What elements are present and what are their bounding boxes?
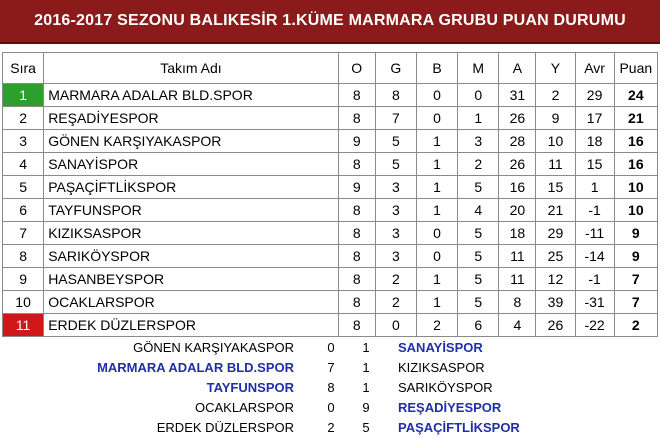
away-score: 1 bbox=[362, 340, 370, 355]
team-cell: SANAYİSPOR bbox=[44, 153, 339, 176]
lost-cell: 3 bbox=[458, 130, 499, 153]
home-team: MARMARA ADALAR BLD.SPOR bbox=[97, 360, 294, 375]
team-cell: TAYFUNSPOR bbox=[44, 199, 339, 222]
goal-diff-cell: 17 bbox=[575, 107, 614, 130]
goals-against-cell: 26 bbox=[536, 314, 575, 337]
home-team: OCAKLARSPOR bbox=[195, 400, 294, 415]
lost-cell: 0 bbox=[458, 84, 499, 107]
away-score: 1 bbox=[362, 380, 370, 395]
table-row bbox=[3, 268, 658, 291]
goal-diff-cell: -22 bbox=[575, 314, 614, 337]
rank-cell: 5 bbox=[3, 176, 44, 199]
header-row bbox=[3, 53, 658, 84]
team-cell: MARMARA ADALAR BLD.SPOR bbox=[44, 84, 339, 107]
lost-cell: 5 bbox=[458, 245, 499, 268]
rank-cell: 3 bbox=[3, 130, 44, 153]
result-row bbox=[0, 398, 660, 418]
drawn-cell: 0 bbox=[416, 84, 457, 107]
points-cell: 7 bbox=[614, 291, 657, 314]
away-team: PAŞAÇİFTLİKSPOR bbox=[398, 420, 520, 435]
points-cell: 10 bbox=[614, 176, 657, 199]
home-score: 8 bbox=[327, 380, 335, 395]
won-cell: 7 bbox=[375, 107, 416, 130]
team-cell: SARIKÖYSPOR bbox=[44, 245, 339, 268]
won-cell: 5 bbox=[375, 130, 416, 153]
won-cell: 3 bbox=[375, 199, 416, 222]
goals-against-cell: 9 bbox=[536, 107, 575, 130]
points-cell: 24 bbox=[614, 84, 657, 107]
lost-cell: 2 bbox=[458, 153, 499, 176]
rank-cell: 9 bbox=[3, 268, 44, 291]
header-points: Puan bbox=[614, 53, 657, 84]
table-row bbox=[3, 153, 658, 176]
rank-cell: 7 bbox=[3, 222, 44, 245]
rank-cell: 4 bbox=[3, 153, 44, 176]
goals-for-cell: 26 bbox=[499, 107, 536, 130]
page-title: 2016-2017 SEZONU BALIKESİR 1.KÜME MARMARA GRUBU PUAN DURUMU bbox=[34, 12, 626, 29]
home-score: 7 bbox=[327, 360, 335, 375]
header-drawn: B bbox=[416, 53, 457, 84]
goals-against-cell: 25 bbox=[536, 245, 575, 268]
drawn-cell: 0 bbox=[416, 107, 457, 130]
home-score: 2 bbox=[327, 420, 335, 435]
won-cell: 2 bbox=[375, 268, 416, 291]
header-goals-for: A bbox=[499, 53, 536, 84]
goal-diff-cell: -31 bbox=[575, 291, 614, 314]
goals-against-cell: 10 bbox=[536, 130, 575, 153]
table-row bbox=[3, 84, 658, 107]
team-cell: HASANBEYSPOR bbox=[44, 268, 339, 291]
rank-cell: 11 bbox=[3, 314, 44, 337]
goal-diff-cell: -14 bbox=[575, 245, 614, 268]
away-team: KIZIKSASPOR bbox=[398, 360, 485, 375]
played-cell: 8 bbox=[338, 199, 375, 222]
lost-cell: 5 bbox=[458, 176, 499, 199]
lost-cell: 4 bbox=[458, 199, 499, 222]
goals-for-cell: 18 bbox=[499, 222, 536, 245]
goals-for-cell: 28 bbox=[499, 130, 536, 153]
result-row bbox=[0, 358, 660, 378]
goals-against-cell: 29 bbox=[536, 222, 575, 245]
drawn-cell: 1 bbox=[416, 176, 457, 199]
drawn-cell: 1 bbox=[416, 153, 457, 176]
drawn-cell: 1 bbox=[416, 291, 457, 314]
result-row bbox=[0, 378, 660, 398]
played-cell: 9 bbox=[338, 130, 375, 153]
won-cell: 3 bbox=[375, 245, 416, 268]
drawn-cell: 1 bbox=[416, 268, 457, 291]
goal-diff-cell: 1 bbox=[575, 176, 614, 199]
goals-for-cell: 16 bbox=[499, 176, 536, 199]
table-row bbox=[3, 314, 658, 337]
team-cell: OCAKLARSPOR bbox=[44, 291, 339, 314]
played-cell: 8 bbox=[338, 107, 375, 130]
home-team: GÖNEN KARŞIYAKASPOR bbox=[133, 340, 294, 355]
played-cell: 8 bbox=[338, 222, 375, 245]
drawn-cell: 1 bbox=[416, 199, 457, 222]
points-cell: 2 bbox=[614, 314, 657, 337]
away-score: 5 bbox=[362, 420, 370, 435]
goal-diff-cell: -1 bbox=[575, 268, 614, 291]
home-score: 0 bbox=[327, 340, 335, 355]
points-cell: 16 bbox=[614, 130, 657, 153]
away-team: SANAYİSPOR bbox=[398, 340, 483, 355]
played-cell: 9 bbox=[338, 176, 375, 199]
lost-cell: 6 bbox=[458, 314, 499, 337]
header-goal-diff: Avr bbox=[575, 53, 614, 84]
header-won: G bbox=[375, 53, 416, 84]
team-cell: KIZIKSASPOR bbox=[44, 222, 339, 245]
played-cell: 8 bbox=[338, 84, 375, 107]
points-cell: 21 bbox=[614, 107, 657, 130]
result-row bbox=[0, 418, 660, 438]
lost-cell: 1 bbox=[458, 107, 499, 130]
table-row bbox=[3, 176, 658, 199]
played-cell: 8 bbox=[338, 314, 375, 337]
rank-cell: 8 bbox=[3, 245, 44, 268]
played-cell: 8 bbox=[338, 245, 375, 268]
home-team: ERDEK DÜZLERSPOR bbox=[156, 420, 294, 435]
drawn-cell: 2 bbox=[416, 314, 457, 337]
table-row bbox=[3, 222, 658, 245]
lost-cell: 5 bbox=[458, 222, 499, 245]
team-cell: REŞADİYESPOR bbox=[44, 107, 339, 130]
goals-for-cell: 11 bbox=[499, 268, 536, 291]
won-cell: 5 bbox=[375, 153, 416, 176]
home-team: TAYFUNSPOR bbox=[206, 380, 294, 395]
goals-against-cell: 21 bbox=[536, 199, 575, 222]
goals-for-cell: 26 bbox=[499, 153, 536, 176]
played-cell: 8 bbox=[338, 291, 375, 314]
away-team: SARIKÖYSPOR bbox=[398, 380, 493, 395]
goals-against-cell: 2 bbox=[536, 84, 575, 107]
away-score: 9 bbox=[362, 400, 370, 415]
home-score: 0 bbox=[327, 400, 335, 415]
table-row bbox=[3, 245, 658, 268]
drawn-cell: 0 bbox=[416, 245, 457, 268]
result-row bbox=[0, 338, 660, 358]
table-row bbox=[3, 291, 658, 314]
rank-cell: 6 bbox=[3, 199, 44, 222]
team-cell: PAŞAÇİFTLİKSPOR bbox=[44, 176, 339, 199]
lost-cell: 5 bbox=[458, 268, 499, 291]
rank-cell: 2 bbox=[3, 107, 44, 130]
goals-for-cell: 31 bbox=[499, 84, 536, 107]
won-cell: 2 bbox=[375, 291, 416, 314]
points-cell: 7 bbox=[614, 268, 657, 291]
rank-cell: 10 bbox=[3, 291, 44, 314]
won-cell: 3 bbox=[375, 176, 416, 199]
points-cell: 9 bbox=[614, 245, 657, 268]
played-cell: 8 bbox=[338, 268, 375, 291]
table-row bbox=[3, 199, 658, 222]
goals-against-cell: 39 bbox=[536, 291, 575, 314]
goal-diff-cell: -11 bbox=[575, 222, 614, 245]
points-cell: 16 bbox=[614, 153, 657, 176]
header-team: Takım Adı bbox=[44, 53, 339, 84]
won-cell: 8 bbox=[375, 84, 416, 107]
played-cell: 8 bbox=[338, 153, 375, 176]
drawn-cell: 0 bbox=[416, 222, 457, 245]
header-goals-against: Y bbox=[536, 53, 575, 84]
header-played: O bbox=[338, 53, 375, 84]
points-cell: 9 bbox=[614, 222, 657, 245]
header-rank: Sıra bbox=[3, 53, 44, 84]
team-cell: GÖNEN KARŞIYAKASPOR bbox=[44, 130, 339, 153]
table-row bbox=[3, 130, 658, 153]
won-cell: 0 bbox=[375, 314, 416, 337]
title-bar bbox=[0, 0, 660, 44]
away-team: REŞADİYESPOR bbox=[398, 400, 502, 415]
away-score: 1 bbox=[362, 360, 370, 375]
goal-diff-cell: -1 bbox=[575, 199, 614, 222]
lost-cell: 5 bbox=[458, 291, 499, 314]
header-lost: M bbox=[458, 53, 499, 84]
goals-against-cell: 11 bbox=[536, 153, 575, 176]
goals-for-cell: 11 bbox=[499, 245, 536, 268]
won-cell: 3 bbox=[375, 222, 416, 245]
goals-for-cell: 4 bbox=[499, 314, 536, 337]
goal-diff-cell: 29 bbox=[575, 84, 614, 107]
points-cell: 10 bbox=[614, 199, 657, 222]
goals-against-cell: 15 bbox=[536, 176, 575, 199]
standings-table bbox=[2, 52, 658, 337]
goal-diff-cell: 18 bbox=[575, 130, 614, 153]
drawn-cell: 1 bbox=[416, 130, 457, 153]
team-cell: ERDEK DÜZLERSPOR bbox=[44, 314, 339, 337]
goal-diff-cell: 15 bbox=[575, 153, 614, 176]
rank-cell: 1 bbox=[3, 84, 44, 107]
goals-for-cell: 8 bbox=[499, 291, 536, 314]
goals-for-cell: 20 bbox=[499, 199, 536, 222]
goals-against-cell: 12 bbox=[536, 268, 575, 291]
table-row bbox=[3, 107, 658, 130]
